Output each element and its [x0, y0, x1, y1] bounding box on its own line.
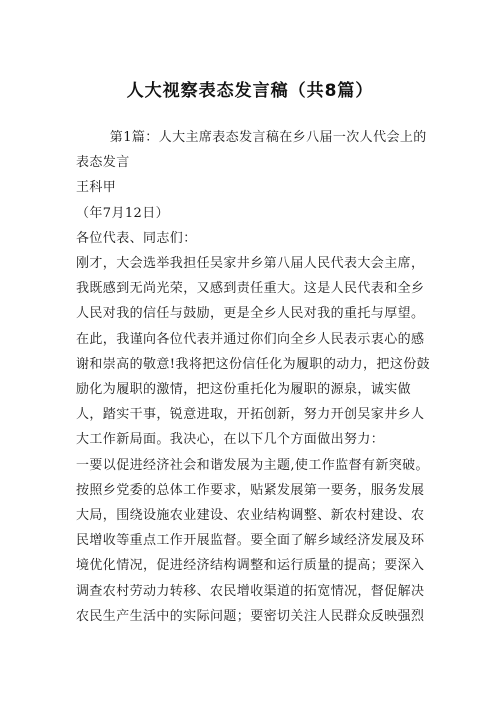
paragraph-body-1: 刚才，大会选举我担任吴家井乡第八届人民代表大会主席，我既感到无尚光荣，又感到责任重大。这是人民代表和全乡人民对我的信任与鼓励，更是全乡人民对我的重托与厚望。在此，我谨向各位代表并通过你们向全乡人民表示衷心的感谢和崇高的敬意!我将把这份信任化为履职的动力，把这份鼓励化为履职的激情，把这份重托化为履职的源泉，诚实做人，踏实干事，锐意进取，开拓创新，努力开创吴家井乡人大工作新局面。我决心，在以下几个方面做出努力：	[76, 256, 431, 448]
paragraph-date: （年7月12日）	[76, 205, 170, 221]
paragraph-salutation: 各位代表、同志们：	[76, 230, 197, 246]
document-title: 人大视察表态发言稿（共8篇）	[126, 81, 374, 101]
paragraph-section-heading: 第1篇：人大主席表态发言稿在乡八届一次人代会上的表态发言	[76, 130, 427, 171]
document-body	[76, 125, 432, 629]
paragraph-author: 王科甲	[76, 180, 117, 196]
paragraph-body-2: 一要以促进经济社会和谐发展为主题,使工作监督有新突破。按照乡党委的总体工作要求，贴紧发展第一要务，服务发展大局，围绕设施农业建设、农业结构调整、新农村建设、农民增收等重点工作开展监督。要全面了解乡域经济发展及环境优化情况，促进经济结构调整和运行质量的提高；要深入调查农村劳动力转移、农民增收渠道的拓宽情况，督促解决农民生产生活中的实际问题；要密切关注人民群众反映强烈	[76, 457, 429, 624]
